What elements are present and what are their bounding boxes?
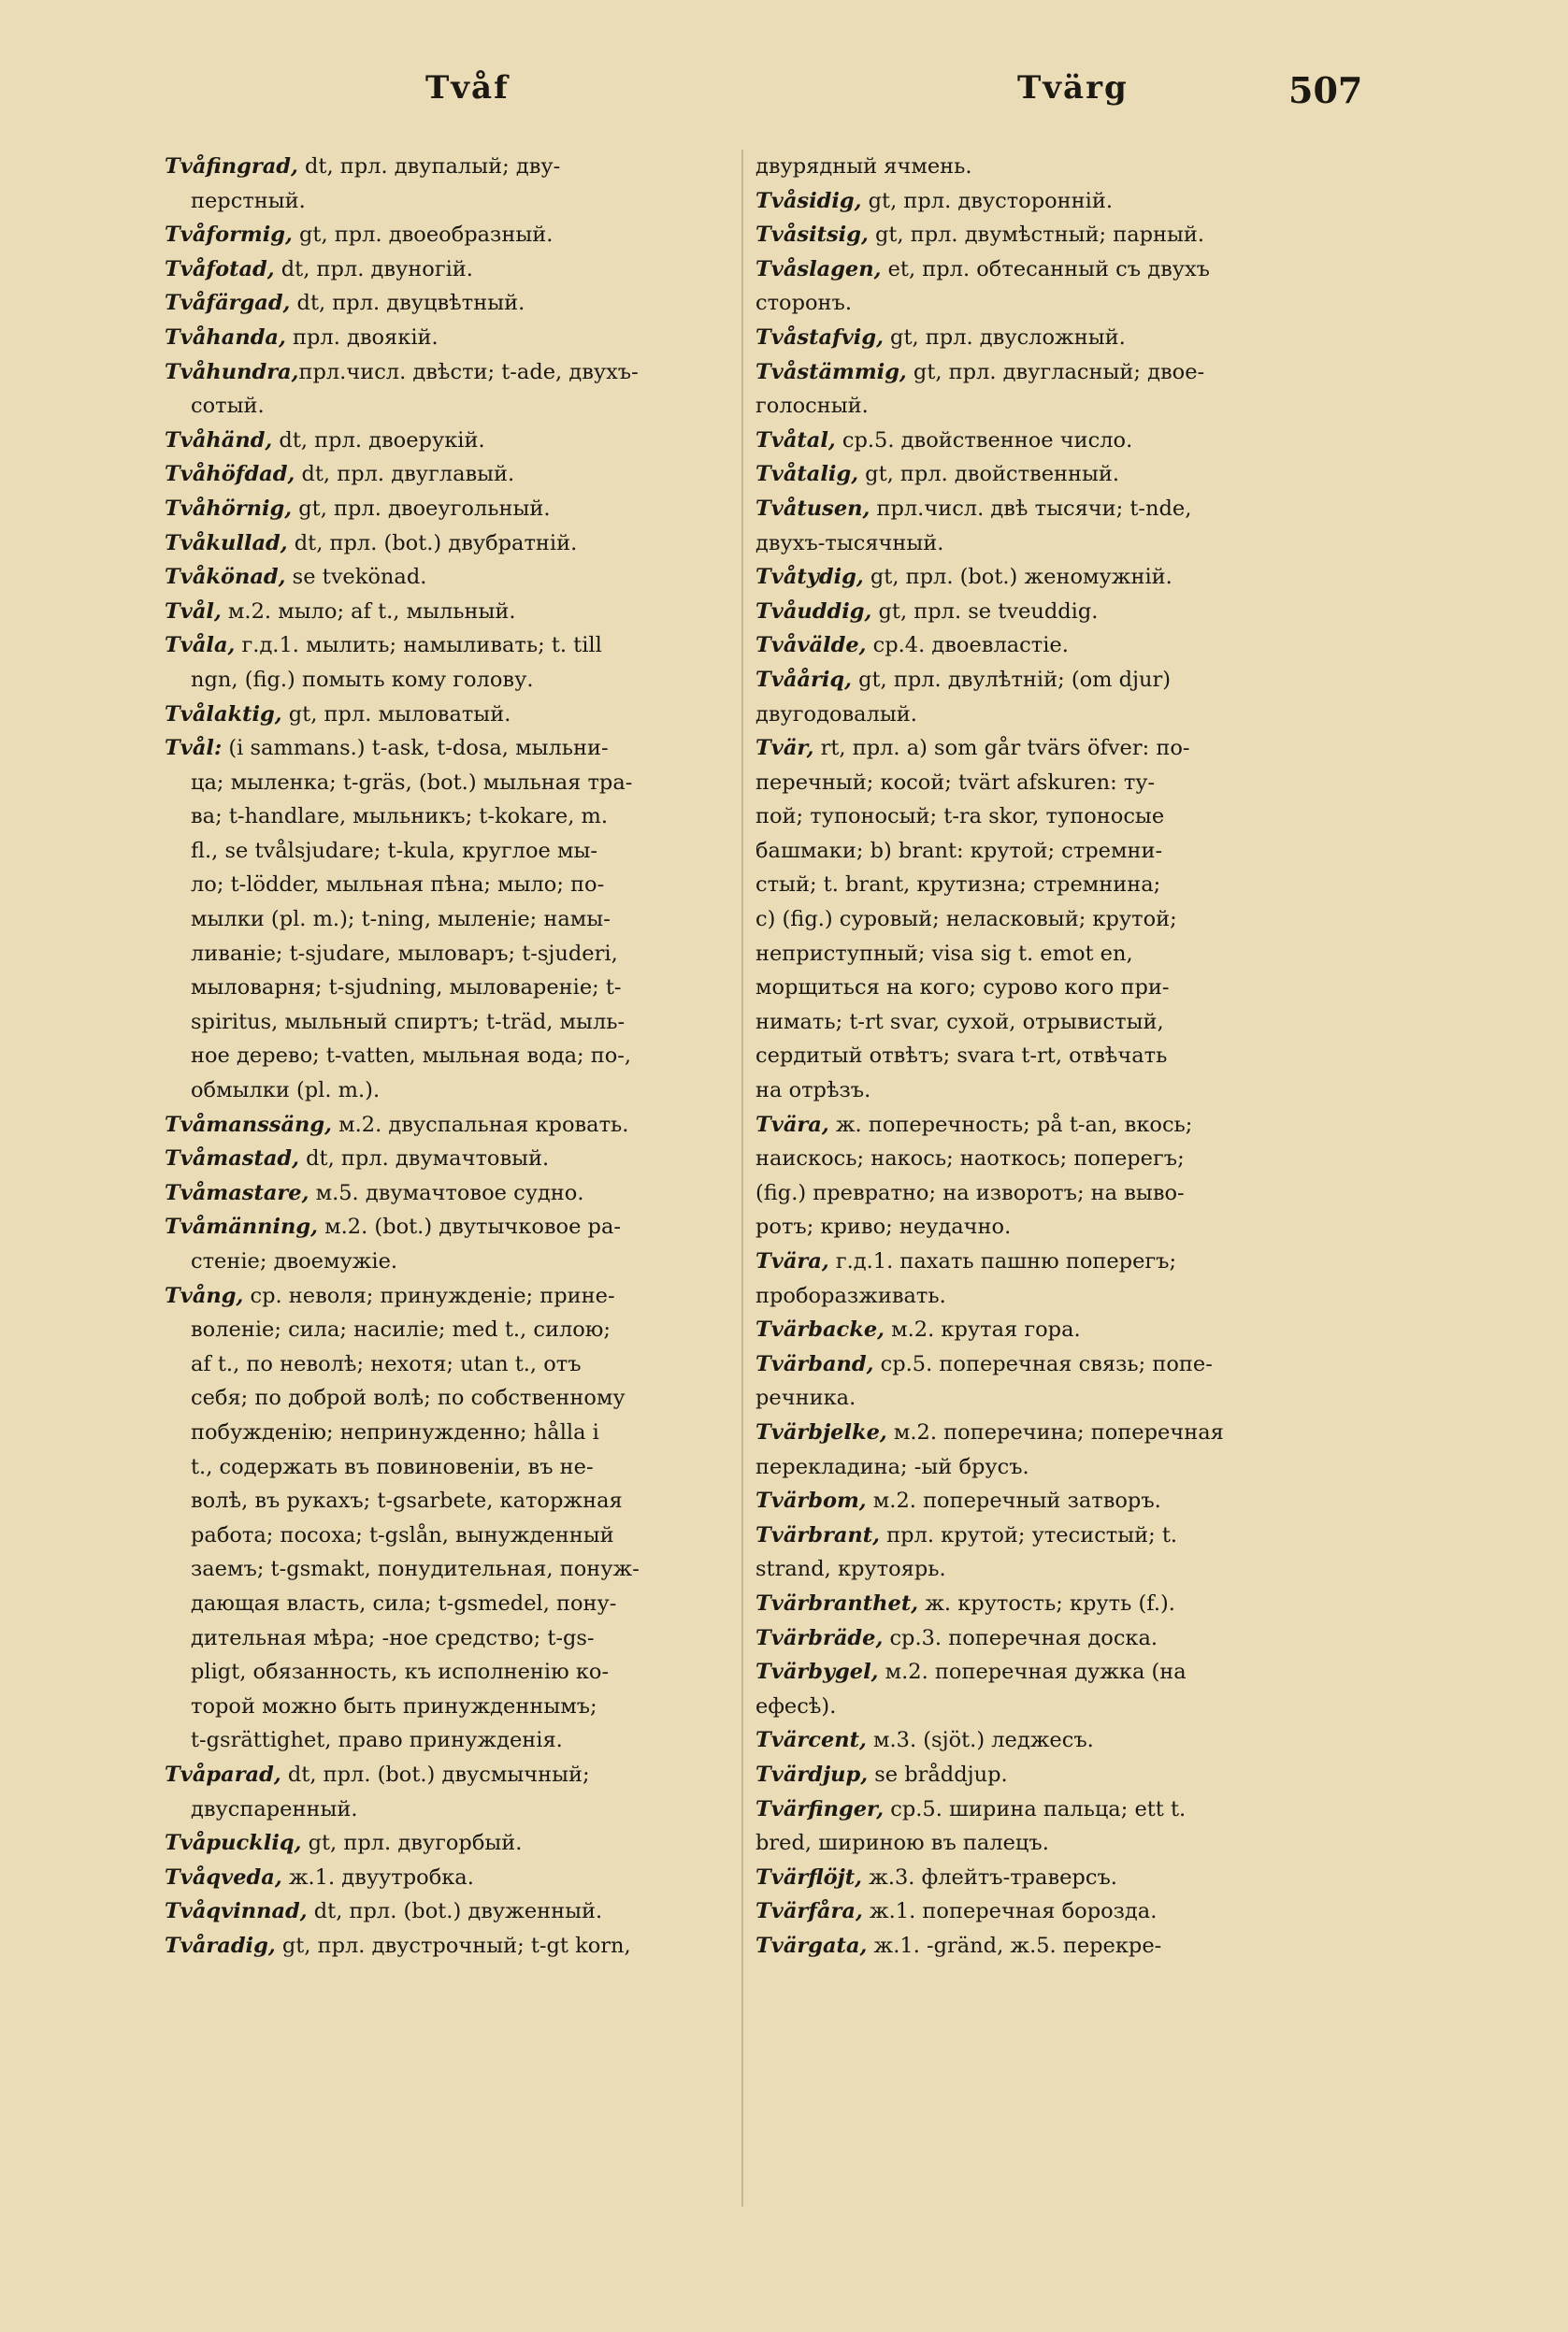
headword: Tvåhöfdad, <box>165 462 295 487</box>
headword: Tvärbjelke, <box>755 1419 887 1445</box>
headword: Tvärfåra, <box>755 1899 863 1924</box>
entry-line <box>165 457 744 492</box>
entry-text: речника. <box>755 1386 856 1411</box>
entry-line <box>165 218 744 252</box>
headword: Tvåla, <box>165 633 236 658</box>
headword: Tvåstafvig, <box>755 324 884 350</box>
entry-text: пой; тупоносый; t-ra skor, тупоносые <box>755 804 1165 829</box>
entry-text: dt, прл. (bot.) двусмычный; <box>281 1762 590 1787</box>
headword: Tvåmänning, <box>165 1215 318 1240</box>
entry-text: мыловарня; t-sjudning, мыловареніе; t- <box>191 975 622 1000</box>
entry-line <box>755 1758 1335 1792</box>
entry-line <box>755 1826 1335 1861</box>
entry-line <box>165 971 744 1005</box>
entry-line <box>165 1655 744 1690</box>
entry-text: ж. поперечность; på t-an, вкось; <box>828 1112 1193 1137</box>
entry-text: перекладина; -ый брусъ. <box>755 1454 1029 1479</box>
entry-line <box>165 1039 744 1073</box>
entry-line <box>755 492 1335 526</box>
entry-text: ср.4. двоевластіе. <box>866 633 1069 658</box>
entry-line <box>755 252 1335 287</box>
entry-text: (i sammans.) t-ask, t-dosa, мыльни- <box>222 736 609 761</box>
entry-line <box>165 1347 744 1382</box>
headword: Tvärbom, <box>755 1489 867 1514</box>
entry-text: gt, прл. двоеугольный. <box>292 496 551 521</box>
headword: Tvärbrant, <box>755 1522 881 1547</box>
headword: Tvåkönad, <box>165 565 286 590</box>
entry-line <box>755 1552 1335 1587</box>
entry-line <box>755 1039 1335 1073</box>
entry-text: gt, прл. двугорбый. <box>301 1831 523 1856</box>
entry-line <box>165 698 744 732</box>
entry-line <box>755 1894 1335 1929</box>
entry-line <box>755 1176 1335 1211</box>
entry-line <box>755 1861 1335 1895</box>
headword: Tvärbräde, <box>755 1625 884 1650</box>
entry-line <box>755 731 1335 766</box>
entry-line <box>755 1621 1335 1656</box>
entry-text: ротъ; криво; неудачно. <box>755 1215 1012 1240</box>
entry-text: ло; t-lödder, мыльная пѣна; мыло; по- <box>191 872 605 898</box>
entry-text: ное дерево; t-vatten, мыльная вода; по-, <box>191 1044 632 1069</box>
entry-line <box>755 834 1335 869</box>
entry-text: прл.числ. двѣ тысячи; t-nde, <box>870 496 1192 521</box>
entry-text: ливаніе; t-sjudare, мыловаръ; t-sjuderi, <box>191 941 618 966</box>
entry-text: dt, прл. (bot.) двуженный. <box>307 1899 603 1924</box>
entry-line <box>165 1552 744 1587</box>
entry-line <box>755 1723 1335 1758</box>
headword: Tvåtalig, <box>755 462 859 487</box>
entry-text: волѣ, въ рукахъ; t-gsarbete, каторжная <box>191 1489 623 1514</box>
entry-line <box>755 1484 1335 1519</box>
entry-line <box>755 868 1335 902</box>
entry-text: перечный; косой; tvärt afskuren: ту- <box>755 770 1156 795</box>
entry-line <box>165 252 744 287</box>
entry-text: t-gsrättighet, право принужденія. <box>191 1728 563 1753</box>
headword: Tvåuddig, <box>755 598 872 624</box>
headword: Tvåpuckliq, <box>165 1831 302 1856</box>
headword: Tvåstämmig, <box>755 359 907 384</box>
entry-text: c) (fig.) суровый; неласковый; крутой; <box>755 907 1177 932</box>
entry-line <box>165 321 744 355</box>
entry-text: торой можно быть принужденнымъ; <box>191 1693 597 1719</box>
entry-text: двуспаренный. <box>191 1796 358 1821</box>
entry-text: ср.5. ширина пальца; ett t. <box>884 1796 1187 1821</box>
entry-line <box>165 1929 744 1964</box>
entry-text: gt, прл. двулѣтній; (om djur) <box>851 667 1172 692</box>
entry-line <box>755 1587 1335 1621</box>
headword: Tvärflöjt, <box>755 1864 862 1890</box>
headword: Tvära, <box>755 1112 829 1137</box>
entry-line <box>755 355 1335 390</box>
entry-text: на отрѣзъ. <box>755 1078 871 1103</box>
entry-text: gt, прл. двусторонній. <box>861 188 1114 213</box>
entry-text: м.2. мыло; af t., мыльный. <box>221 598 516 624</box>
entry-line <box>165 766 744 800</box>
page-header <box>0 69 1568 125</box>
headword: Tvåtusen, <box>755 496 870 521</box>
entry-text: dt, прл. (bot.) двубратній. <box>287 530 578 555</box>
headword: Tvåradig, <box>165 1933 276 1958</box>
entry-line <box>755 1381 1335 1416</box>
entry-text: dt, прл. двуцвѣтный. <box>290 291 525 316</box>
entry-line <box>755 1929 1335 1964</box>
entry-text: pligt, обязанность, къ исполненію ко- <box>191 1660 610 1685</box>
entry-line <box>165 595 744 629</box>
entry-line <box>755 628 1335 663</box>
entry-line <box>165 1279 744 1314</box>
headword: Tvärfinger, <box>755 1796 885 1821</box>
entry-line <box>165 389 744 424</box>
entry-text: et, прл. обтесанный съ двухъ <box>881 256 1210 281</box>
entry-text: дающая власть, сила; t-gsmedel, пону- <box>191 1591 617 1616</box>
headword: Tvåmastare, <box>165 1180 309 1205</box>
entry-line <box>755 1792 1335 1827</box>
entry-line <box>165 1245 744 1279</box>
entry-line <box>165 1894 744 1929</box>
entry-text: bred, шириною въ палецъ. <box>755 1831 1049 1856</box>
entry-text: ср.3. поперечная доска. <box>883 1625 1158 1650</box>
entry-line <box>165 1450 744 1485</box>
entry-line <box>165 1587 744 1621</box>
entry-text: стеніе; двоемужіе. <box>191 1249 398 1274</box>
entry-text: прл. двоякій. <box>285 324 439 350</box>
headword: Tvärbranthet, <box>755 1591 919 1616</box>
entry-text: сторонъ. <box>755 291 853 316</box>
entry-text: ж.1. -gränd, ж.5. перекре- <box>867 1933 1162 1958</box>
headword: Tvåhänd, <box>165 427 273 453</box>
entry-text: сотый. <box>191 394 265 419</box>
entry-line <box>755 698 1335 732</box>
entry-text: голосный. <box>755 394 869 419</box>
entry-line <box>755 321 1335 355</box>
entry-line <box>165 1826 744 1861</box>
entry-line <box>755 766 1335 800</box>
entry-text: rt, прл. a) som går tvärs öfver: по- <box>813 736 1190 761</box>
headword: Tvärband, <box>755 1351 874 1376</box>
entry-text: прл.числ. двѣсти; t-ade, двухъ- <box>298 359 639 384</box>
entry-text: г.д.1. мылить; намыливать; t. till <box>235 633 602 658</box>
headword: Tvåhanda, <box>165 324 286 350</box>
headword: Tvåsitsig, <box>755 223 869 248</box>
entry-line <box>755 971 1335 1005</box>
entry-line <box>755 526 1335 561</box>
entry-line <box>755 1210 1335 1245</box>
entry-line <box>165 1073 744 1108</box>
entry-text: неприступный; visa sig t. emot en, <box>755 941 1133 966</box>
entry-text: ж. крутость; круть (f.). <box>918 1591 1175 1616</box>
entry-line <box>165 1861 744 1895</box>
entry-text: ж.3. флейтъ-траверсъ. <box>861 1864 1117 1890</box>
entry-line <box>165 628 744 663</box>
entry-line <box>165 1519 744 1553</box>
headword: Tvåvälde, <box>755 633 867 658</box>
headword: Tvåslagen, <box>755 256 882 281</box>
entry-line <box>165 424 744 458</box>
entry-text: двухъ-тысячный. <box>755 530 944 555</box>
headword: Tvålaktig, <box>165 701 282 727</box>
entry-line <box>165 902 744 937</box>
entry-text: стый; t. brant, крутизна; стремнина; <box>755 872 1161 898</box>
right-column <box>755 150 1335 1963</box>
entry-line <box>755 184 1335 219</box>
entry-text: strand, крутоярь. <box>755 1557 946 1582</box>
entry-text: gt, прл. двусложный. <box>883 324 1126 350</box>
entry-line <box>165 150 744 184</box>
header-left-guide-word: Tvåf <box>425 69 510 107</box>
page-number: 507 <box>1288 69 1363 111</box>
headword: Tvär, <box>755 736 814 761</box>
entry-text: дительная мѣра; -ное средство; t-gs- <box>191 1625 595 1650</box>
entry-line <box>755 1245 1335 1279</box>
entry-line <box>165 526 744 561</box>
entry-text: башмаки; b) brant: крутой; стремни- <box>755 838 1163 863</box>
entry-line <box>165 184 744 219</box>
entry-text: наискось; накось; наоткось; поперегъ; <box>755 1146 1185 1172</box>
entry-text: м.2. поперечина; поперечная <box>886 1419 1224 1445</box>
entry-line <box>755 1416 1335 1450</box>
headword: Tvåtal, <box>755 427 836 453</box>
entry-text: dt, прл. двупалый; дву- <box>297 154 561 179</box>
entry-line <box>755 1519 1335 1553</box>
entry-text: ж.1. двуутробка. <box>281 1864 474 1890</box>
entry-line <box>755 1347 1335 1382</box>
column-divider <box>741 150 743 2207</box>
entry-text: м.2. поперечная дужка (на <box>878 1660 1187 1685</box>
entry-line <box>755 1108 1335 1143</box>
headword: Tvärdjup, <box>755 1762 869 1787</box>
entry-text: двурядный ячмень. <box>755 154 972 179</box>
headword: Tvåkullad, <box>165 530 288 555</box>
entry-line <box>165 1690 744 1724</box>
entry-line <box>165 731 744 766</box>
entry-line <box>755 937 1335 972</box>
entry-text: м.2. крутая гора. <box>885 1317 1081 1343</box>
entry-line <box>165 1792 744 1827</box>
headword: Tvåmanssäng, <box>165 1112 332 1137</box>
entry-line <box>165 799 744 834</box>
entry-text: gt, прл. двоеобразный. <box>292 223 554 248</box>
entry-line <box>165 355 744 390</box>
entry-line <box>755 1450 1335 1485</box>
headword: Tvåhundra, <box>165 359 299 384</box>
headword: Tvåparad, <box>165 1762 281 1787</box>
entry-text: ср. неволя; принужденіе; прине- <box>243 1283 615 1308</box>
entry-text: ва; t-handlare, мыльникъ; t-kokare, m. <box>191 804 609 829</box>
headword: Tvång, <box>165 1283 244 1308</box>
headword: Tvåsidig, <box>755 188 862 213</box>
headword: Tvååriq, <box>755 667 852 692</box>
entry-line <box>755 218 1335 252</box>
headword: Tvärbygel, <box>755 1660 879 1685</box>
entry-text: gt, прл. двугласный; двое- <box>906 359 1205 384</box>
entry-text: себя; по доброй волѣ; по собственному <box>191 1386 626 1411</box>
entry-text: м.2. двуспальная кровать. <box>331 1112 629 1137</box>
headword: Tvåfärgad, <box>165 291 291 316</box>
entry-text: se bråddjup. <box>868 1762 1008 1787</box>
entry-line <box>165 937 744 972</box>
entry-text: spiritus, мыльный спиртъ; t-träd, мыль- <box>191 1009 626 1034</box>
entry-text: gt, прл. se tveuddig. <box>871 598 1099 624</box>
entry-line <box>165 1005 744 1040</box>
entry-line <box>755 595 1335 629</box>
entry-line <box>755 1073 1335 1108</box>
entry-line <box>755 560 1335 595</box>
headword: Tvärcent, <box>755 1728 867 1753</box>
entry-text: г.д.1. пахать пашню поперегъ; <box>828 1249 1177 1274</box>
entry-text: проборазживать. <box>755 1283 946 1308</box>
headword: Tvåtydig, <box>755 565 864 590</box>
entry-line <box>755 389 1335 424</box>
headword: Tvål: <box>165 736 223 761</box>
entry-text: мылки (pl. m.); t-ning, мыленіе; намы- <box>191 907 611 932</box>
headword: Tvåformig, <box>165 223 293 248</box>
entry-line <box>755 902 1335 937</box>
entry-line <box>165 1381 744 1416</box>
headword: Tvåhörnig, <box>165 496 293 521</box>
entry-text: перстный. <box>191 188 306 213</box>
entry-line <box>165 868 744 902</box>
entry-text: dt, прл. двуногій. <box>274 256 473 281</box>
entry-text: gt, прл. двумѣстный; парный. <box>868 223 1205 248</box>
entry-text: ср.5. двойственное число. <box>835 427 1133 453</box>
entry-line <box>755 1279 1335 1314</box>
entry-line <box>755 457 1335 492</box>
entry-line <box>755 1142 1335 1176</box>
entry-line <box>165 1176 744 1211</box>
entry-line <box>165 663 744 698</box>
headword: Tvåqveda, <box>165 1864 282 1890</box>
entry-text: gt, прл. мыловатый. <box>281 701 511 727</box>
headword: Tvåmastad, <box>165 1146 299 1172</box>
entry-text: ца; мыленка; t-gräs, (bot.) мыльная тра- <box>191 770 633 795</box>
entry-text: прл. крутой; утесистый; t. <box>880 1522 1178 1547</box>
entry-line <box>165 492 744 526</box>
entry-text: ж.1. поперечная борозда. <box>862 1899 1158 1924</box>
entry-text: gt, прл. двустрочный; t-gt korn, <box>275 1933 631 1958</box>
entry-line <box>755 663 1335 698</box>
entry-line <box>755 286 1335 321</box>
entry-line <box>165 1758 744 1792</box>
entry-line <box>755 1005 1335 1040</box>
entry-line <box>165 560 744 595</box>
entry-text: м.2. поперечный затворъ. <box>866 1489 1161 1514</box>
entry-text: ср.5. поперечная связь; попе- <box>873 1351 1213 1376</box>
entry-line <box>165 1108 744 1143</box>
entry-text: dt, прл. двуглавый. <box>295 462 515 487</box>
entry-text: двугодовалый. <box>755 701 917 727</box>
entry-text: воленіе; сила; насиліе; med t., силою; <box>191 1317 611 1343</box>
entry-text: побужденію; непринужденно; hålla i <box>191 1419 599 1445</box>
entry-text: fl., se tvålsjudare; t-kula, круглое мы- <box>191 838 597 863</box>
headword: Tvära, <box>755 1249 829 1274</box>
entry-line <box>755 424 1335 458</box>
entry-line <box>165 1621 744 1656</box>
headword: Tvåfotad, <box>165 256 275 281</box>
headword: Tvåfingrad, <box>165 154 298 179</box>
entry-line <box>165 1416 744 1450</box>
entry-line <box>165 286 744 321</box>
entry-text: обмылки (pl. m.). <box>191 1078 381 1103</box>
entry-line <box>165 1723 744 1758</box>
entry-text: af t., по неволѣ; нехотя; utan t., отъ <box>191 1351 582 1376</box>
entry-text: работа; посоха; t-gslån, вынужденный <box>191 1522 614 1547</box>
headword: Tvåqvinnad, <box>165 1899 308 1924</box>
entry-line <box>165 1484 744 1519</box>
entry-text: сердитый отвѣтъ; svara t-rt, отвѣчать <box>755 1044 1168 1069</box>
entry-line <box>755 1655 1335 1690</box>
entry-text: нимать; t-rt svar, сухой, отрывистый, <box>755 1009 1164 1034</box>
left-column <box>165 150 744 1963</box>
entry-line <box>165 1142 744 1176</box>
entry-text: м.2. (bot.) двутычковое ра- <box>317 1215 621 1240</box>
entry-text: заемъ; t-gsmakt, понудительная, понуж- <box>191 1557 640 1582</box>
entry-text: dt, прл. двумачтовый. <box>299 1146 550 1172</box>
entry-line <box>165 834 744 869</box>
entry-text: м.3. (sjöt.) леджесъ. <box>866 1728 1094 1753</box>
entry-line <box>755 799 1335 834</box>
entry-text: gt, прл. (bot.) женомужній. <box>863 565 1172 590</box>
entry-line <box>755 1313 1335 1347</box>
entry-line <box>755 1690 1335 1724</box>
headword: Tvål, <box>165 598 222 624</box>
entry-text: м.5. двумачтовое судно. <box>309 1180 584 1205</box>
headword: Tvärbacke, <box>755 1317 885 1343</box>
entry-text: ефесѣ). <box>755 1693 837 1719</box>
entry-text: gt, прл. двойственный. <box>858 462 1120 487</box>
entry-text: ngn, (fig.) помыть кому голову. <box>191 667 534 692</box>
header-right-guide-word: Tvärg <box>1017 69 1129 107</box>
entry-text: (fig.) превратно; на изворотъ; на выво- <box>755 1180 1185 1205</box>
entry-line <box>165 1313 744 1347</box>
entry-line <box>755 150 1335 184</box>
headword: Tvärgata, <box>755 1933 868 1958</box>
entry-line <box>165 1210 744 1245</box>
entry-text: dt, прл. двоерукій. <box>272 427 485 453</box>
entry-text: морщиться на кого; сурово кого при- <box>755 975 1170 1000</box>
entry-text: t., содержать въ повиновеніи, въ не- <box>191 1454 594 1479</box>
entry-text: se tvekönad. <box>285 565 427 590</box>
